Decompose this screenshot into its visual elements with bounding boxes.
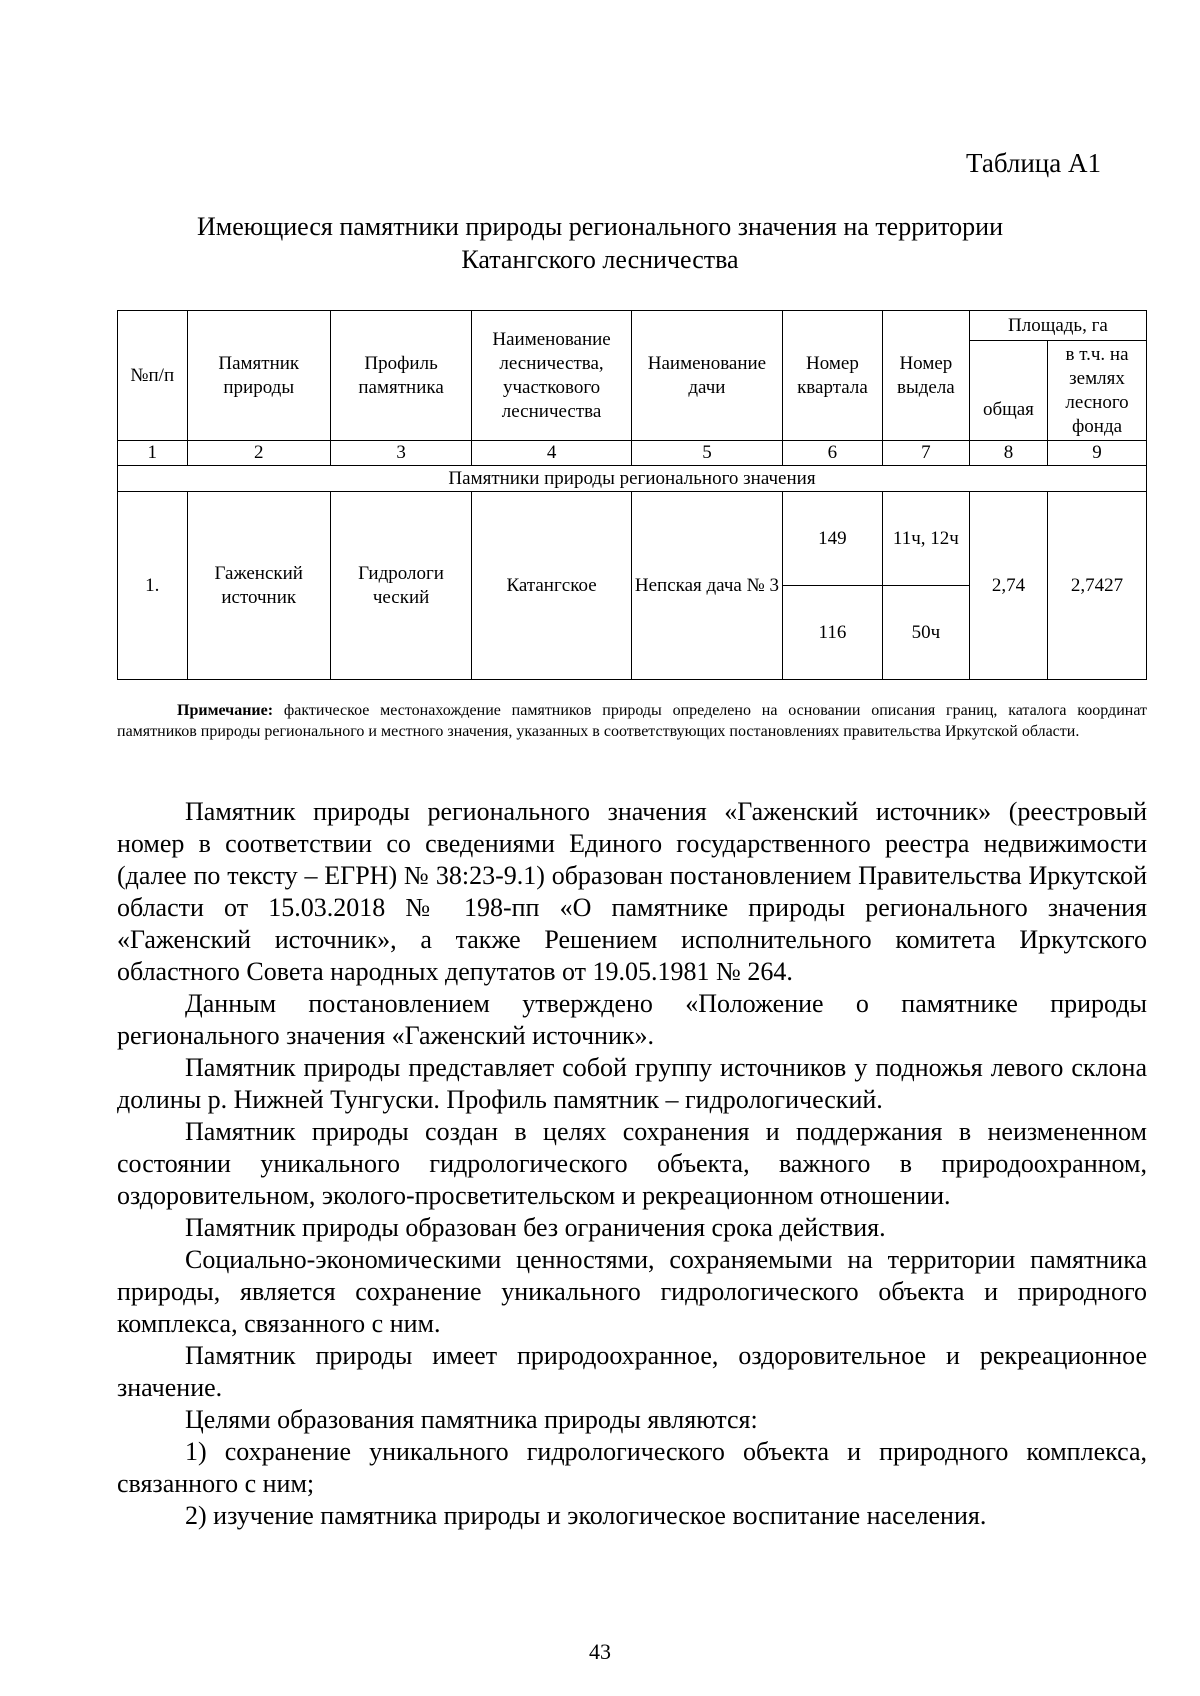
paragraph: Данным постановлением утверждено «Положение о памятнике природы регионального значения «Гаженский источник». — [117, 989, 1147, 1050]
col-number: 3 — [330, 441, 471, 466]
column-numbers-row — [118, 441, 1147, 466]
paragraph: Памятник природы образован без ограничения срока действия. — [185, 1213, 886, 1242]
col-number: 8 — [969, 441, 1047, 466]
paragraph: Социально-экономическими ценностями, сохраняемыми на территории памятника природы, является сохранение уникального гидрологического объекта и природного комплекса, связанного с ним. — [117, 1245, 1147, 1338]
table-title-line-2: Катангского лесничества — [461, 245, 739, 274]
row-quarter-1: 149 — [782, 492, 882, 586]
col-number: 4 — [472, 441, 632, 466]
paragraph: Памятник природы имеет природоохранное, оздоровительное и рекреационное значение. — [117, 1341, 1147, 1402]
table-note — [117, 700, 1147, 742]
col-number: 2 — [187, 441, 330, 466]
table-row — [118, 492, 1147, 586]
monuments-table — [117, 310, 1147, 680]
col-number: 7 — [882, 441, 969, 466]
note-label: Примечание: — [177, 702, 274, 719]
row-quarter-2: 116 — [782, 586, 882, 680]
row-profile: Гидрологи ческий — [330, 492, 471, 680]
paragraph: Памятник природы представляет собой группу источников у подножья левого склона долины р. Нижней Тунгуски. Профиль памятник – гидрологический. — [117, 1053, 1147, 1114]
note-text: фактическое местонахождение памятников природы определено на основании описания границ, каталога координат памятников природы регионального и местного значения, указанных в соответствующих постановлениях правительства Иркутской области. — [117, 702, 1147, 740]
row-allotment-1: 11ч, 12ч — [882, 492, 969, 586]
col-number: 1 — [118, 441, 188, 466]
table-header-row — [118, 311, 1147, 341]
paragraph: Памятник природы создан в целях сохранения и поддержания в неизмененном состоянии уникального гидрологического объекта, важного в природоохранном, оздоровительном, эколого-просветительском и рекреационном отношении. — [117, 1117, 1147, 1210]
row-monument: Гаженский источник — [187, 492, 330, 680]
list-item: 1) сохранение уникального гидрологического объекта и природного комплекса, связанного с ним; — [117, 1437, 1147, 1498]
col-number: 6 — [782, 441, 882, 466]
header-allotment: Номер выдела — [882, 311, 969, 441]
header-num: №п/п — [118, 311, 188, 441]
header-dacha: Наименование дачи — [631, 311, 782, 441]
row-num: 1. — [118, 492, 188, 680]
list-item: 2) изучение памятника природы и экологическое воспитание населения. — [185, 1501, 987, 1530]
table-title — [0, 210, 1200, 276]
paragraph: Целями образования памятника природы являются: — [185, 1405, 758, 1434]
header-forestry: Наименование лесничества, участкового лесничества — [472, 311, 632, 441]
header-monument: Памятник природы — [187, 311, 330, 441]
header-area: Площадь, га — [969, 311, 1146, 341]
row-forestry: Катангское — [472, 492, 632, 680]
page-number: 43 — [589, 1639, 611, 1664]
row-dacha: Непская дача № 3 — [631, 492, 782, 680]
note-paragraph — [117, 700, 1147, 742]
row-allotment-2: 50ч — [882, 586, 969, 680]
header-area-total: общая — [969, 341, 1047, 441]
section-title: Памятники природы регионального значения — [118, 466, 1147, 492]
row-area-forest: 2,7427 — [1048, 492, 1147, 680]
header-area-forest: в т.ч. на землях лесного фонда — [1048, 341, 1147, 441]
row-area-total: 2,74 — [969, 492, 1047, 680]
paragraph: Памятник природы регионального значения «Гаженский источник» (реестровый номер в соответствии со сведениями Единого государственного реестра недвижимости (далее по тексту – ЕГРН) № 38:23-9.1) образован постановлением Правительства Иркутской области от 15.03.2018 № 198-пп «О памятнике природы регионального значения «Гаженский источник», а также Решением исполнительного комитета Иркутского областного Совета народных депутатов от 19.05.1981 № 264. — [117, 797, 1147, 986]
body-text — [117, 796, 1147, 1532]
col-number: 5 — [631, 441, 782, 466]
col-number: 9 — [1048, 441, 1147, 466]
table-label: Таблица А1 — [966, 148, 1101, 178]
section-row — [118, 466, 1147, 492]
header-quarter: Номер квартала — [782, 311, 882, 441]
header-profile: Профиль памятника — [330, 311, 471, 441]
table-title-line-1: Имеющиеся памятники природы регионального значения на территории — [197, 212, 1003, 241]
